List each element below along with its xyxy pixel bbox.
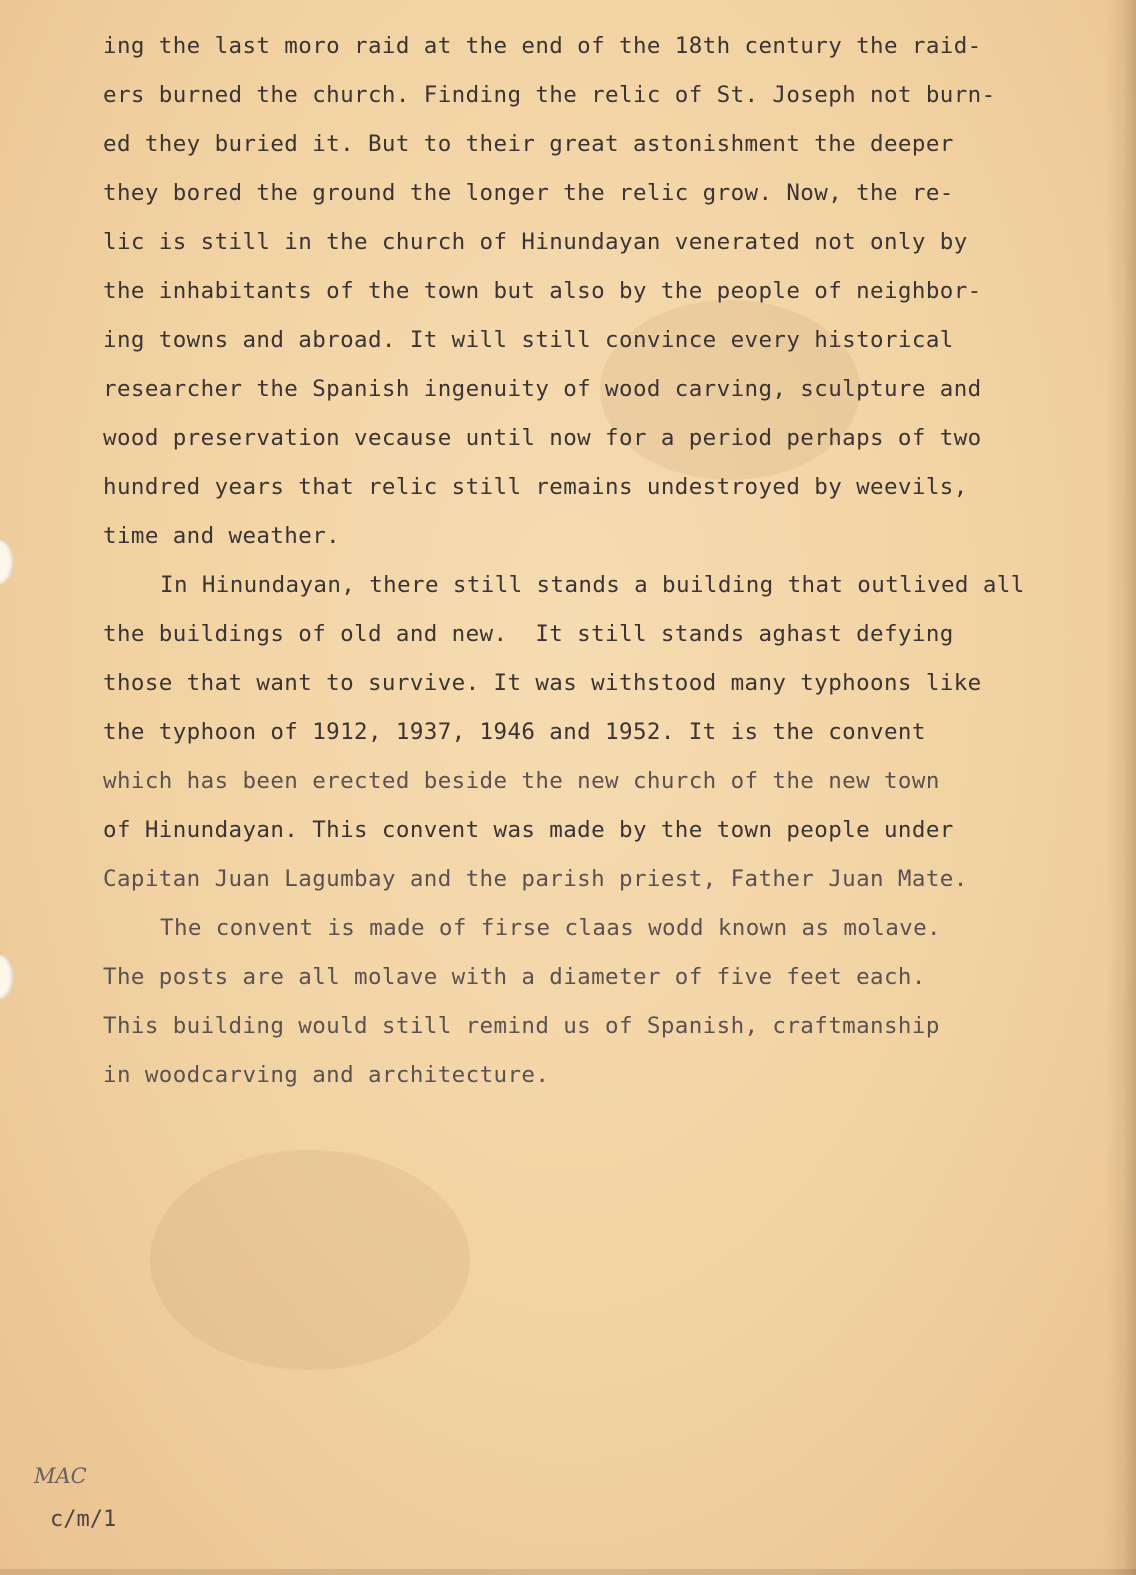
text-line: lic is still in the church of Hinundayan venerated not only by <box>103 229 968 255</box>
paragraph-1 <box>103 22 1093 561</box>
page-edge-shadow <box>1106 0 1136 1575</box>
text-line: This building would still remind us of Spanish, craftmanship <box>103 1013 940 1039</box>
text-line: the buildings of old and new. It still stands aghast defying <box>103 621 954 647</box>
text-line: Capitan Juan Lagumbay and the parish priest, Father Juan Mate. <box>103 866 968 892</box>
text-line: The convent is made of firse claas wodd known as molave. <box>160 915 941 941</box>
text-line: The posts are all molave with a diameter of five feet each. <box>103 964 926 990</box>
paper-stain <box>150 1150 470 1370</box>
text-line: researcher the Spanish ingenuity of wood carving, sculpture and <box>103 376 982 402</box>
text-line: wood preservation vecause until now for a period perhaps of two <box>103 425 982 451</box>
punch-hole <box>0 955 14 999</box>
text-line: ed they buried it. But to their great astonishment the deeper <box>103 131 954 157</box>
reference-code: c/m/1 <box>50 1507 117 1532</box>
text-line: which has been erected beside the new church of the new town <box>103 768 940 794</box>
text-line: the typhoon of 1912, 1937, 1946 and 1952. It is the convent <box>103 719 926 745</box>
text-line: time and weather. <box>103 523 341 549</box>
document-body <box>103 22 1093 1100</box>
punch-hole <box>0 540 14 584</box>
text-line: ing the last moro raid at the end of the 18th century the raid- <box>103 33 982 59</box>
scan-bottom-strip <box>0 1569 1136 1575</box>
text-line: ers burned the church. Finding the relic of St. Joseph not burn- <box>103 82 996 108</box>
text-line: In Hinundayan, there still stands a building that outlived all <box>160 572 1025 598</box>
text-line: hundred years that relic still remains undestroyed by weevils, <box>103 474 968 500</box>
typist-initials: MAC <box>34 1464 87 1488</box>
paragraph-3 <box>103 904 1093 1100</box>
text-line: of Hinundayan. This convent was made by the town people under <box>103 817 954 843</box>
text-line: those that want to survive. It was withstood many typhoons like <box>103 670 982 696</box>
paragraph-2 <box>103 561 1093 904</box>
text-line: in woodcarving and architecture. <box>103 1062 550 1088</box>
text-line: ing towns and abroad. It will still convince every historical <box>103 327 954 353</box>
text-line: they bored the ground the longer the relic grow. Now, the re- <box>103 180 954 206</box>
text-line: the inhabitants of the town but also by the people of neighbor- <box>103 278 982 304</box>
